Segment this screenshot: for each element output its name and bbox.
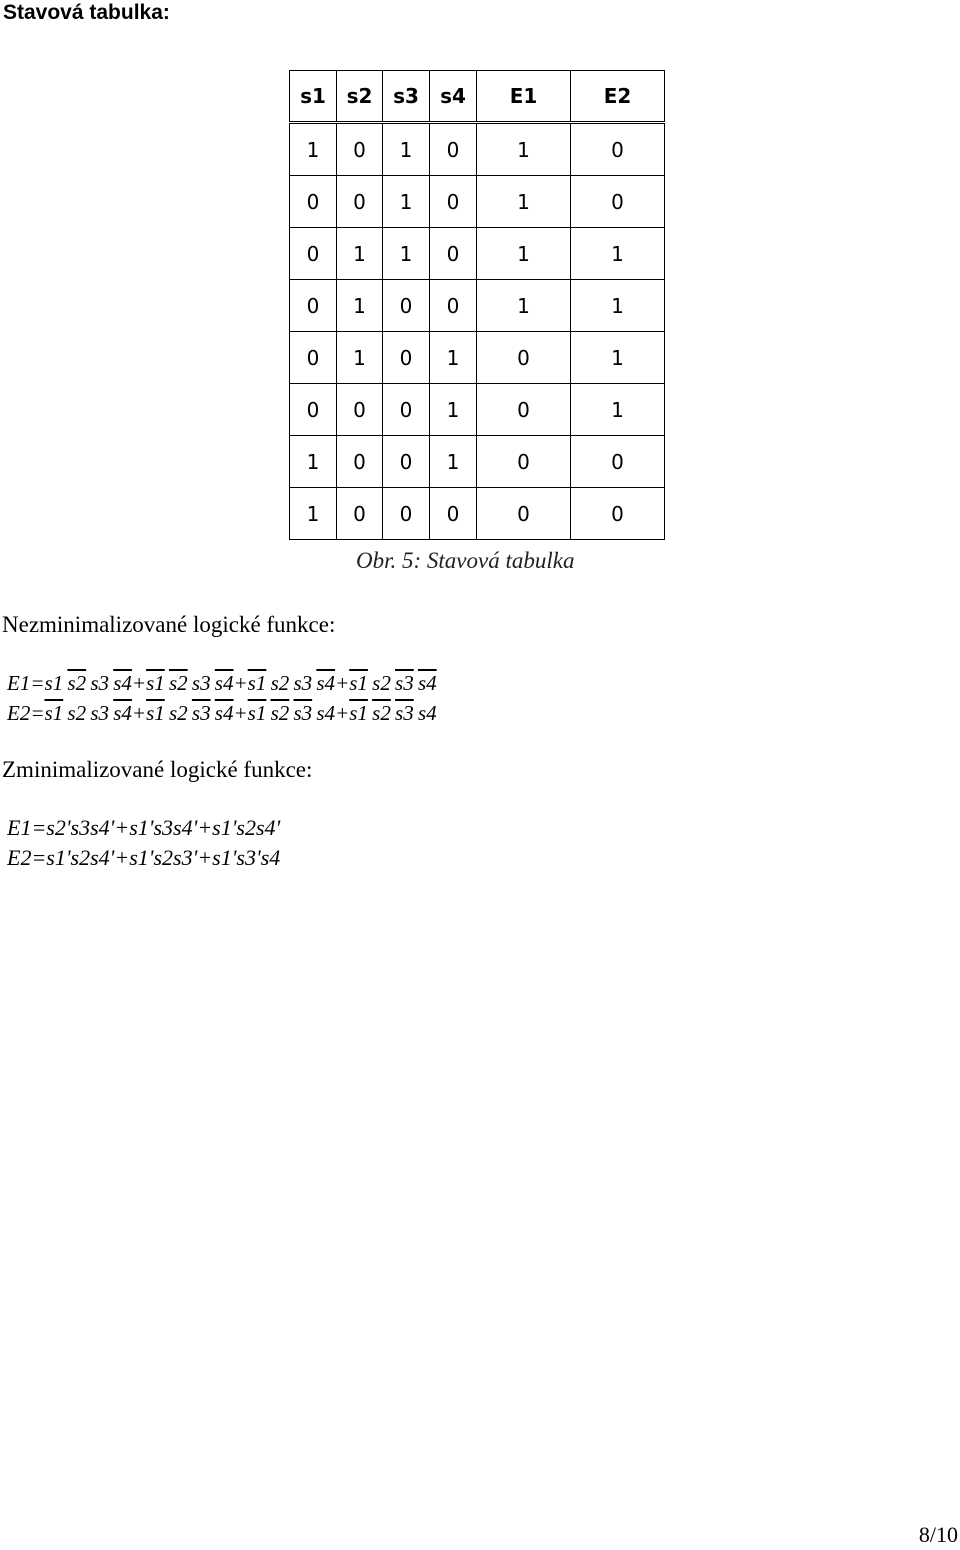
formula-lhs: E2=: [7, 701, 45, 725]
table-cell: 0: [477, 488, 571, 540]
negated-literal: s1: [247, 671, 267, 695]
table-row: [290, 228, 665, 280]
table-row: [290, 176, 665, 228]
table-cell: 0: [571, 176, 665, 228]
table-cell: 0: [290, 332, 337, 384]
formula-lhs: E1=: [7, 671, 45, 695]
table-row: [290, 384, 665, 436]
negated-literal: s4: [214, 701, 234, 725]
table-cell: 1: [337, 280, 383, 332]
negated-literal: s1: [146, 701, 165, 725]
table-cell: 1: [571, 384, 665, 436]
table-cell: 0: [337, 176, 383, 228]
table-cell: 0: [430, 176, 477, 228]
negated-literal: s2: [270, 701, 290, 725]
table-cell: 0: [430, 123, 477, 176]
table-cell: 0: [430, 488, 477, 540]
table-cell: 0: [571, 123, 665, 176]
table-body: [290, 123, 665, 540]
plus-operator: +: [131, 701, 147, 725]
table-cell: 0: [290, 280, 337, 332]
column-header-e1: E1: [477, 71, 571, 123]
negated-literal: s4: [417, 671, 437, 695]
table-cell: 0: [430, 280, 477, 332]
negated-literal: s4: [316, 671, 336, 695]
table-header-row: [290, 71, 665, 123]
column-header-e2: E2: [571, 71, 665, 123]
table-cell: 1: [571, 332, 665, 384]
table-cell: 1: [571, 280, 665, 332]
negated-literal: s3: [293, 701, 313, 725]
unminimized-e1-formula: [7, 671, 437, 696]
table-cell: 1: [430, 436, 477, 488]
table-cell: 0: [383, 488, 430, 540]
unminimized-e2-formula: [7, 701, 437, 726]
table-cell: 1: [477, 280, 571, 332]
table-cell: 0: [290, 176, 337, 228]
table-cell: 0: [290, 384, 337, 436]
literal: s3: [90, 701, 109, 725]
table-row: [290, 488, 665, 540]
column-header-s1: s1: [290, 71, 337, 123]
minimized-e1-formula: E1=s2's3s4'+s1's3s4'+s1's2s4': [7, 815, 281, 840]
table-row: [290, 436, 665, 488]
negated-literal: s3: [191, 701, 211, 725]
table-cell: 0: [337, 436, 383, 488]
table-row: [290, 332, 665, 384]
table-cell: 0: [383, 384, 430, 436]
table-cell: 0: [430, 228, 477, 280]
column-header-s2: s2: [337, 71, 383, 123]
table-cell: 1: [383, 176, 430, 228]
page-number: 8/10: [918, 1522, 958, 1547]
table-cell: 0: [337, 384, 383, 436]
plus-operator: +: [335, 701, 350, 725]
negated-literal: s2: [168, 671, 188, 695]
column-header-s4: s4: [430, 71, 477, 123]
negated-literal: s3: [395, 701, 414, 725]
table-cell: 1: [383, 228, 430, 280]
minimized-heading: Zminimalizované logické funkce:: [2, 757, 313, 782]
literal: s4: [316, 701, 336, 725]
page-title: Stavová tabulka:: [3, 1, 170, 24]
table-cell: 1: [430, 332, 477, 384]
negated-literal: s1: [146, 671, 165, 695]
literal: s3: [90, 671, 109, 695]
plus-operator: +: [233, 701, 248, 725]
table-cell: 0: [477, 384, 571, 436]
literal: s3: [191, 671, 211, 695]
table-cell: 0: [290, 228, 337, 280]
negated-literal: s2: [372, 701, 391, 725]
literal: s2: [67, 701, 87, 725]
figure-caption: Obr. 5: Stavová tabulka: [356, 548, 575, 573]
negated-literal: s4: [113, 671, 132, 695]
table-cell: 1: [290, 123, 337, 176]
state-table: [289, 70, 665, 540]
negated-literal: s1: [349, 671, 368, 695]
column-header-s3: s3: [383, 71, 430, 123]
negated-literal: s1: [44, 701, 64, 725]
literal: s2: [372, 671, 391, 695]
table-cell: 0: [337, 123, 383, 176]
table-cell: 1: [477, 176, 571, 228]
table-cell: 1: [337, 332, 383, 384]
table-cell: 0: [571, 436, 665, 488]
negated-literal: s1: [247, 701, 267, 725]
table-cell: 1: [290, 488, 337, 540]
literal: s2: [270, 671, 290, 695]
table-cell: 0: [383, 332, 430, 384]
minimized-e2-formula: E2=s1's2s4'+s1's2s3'+s1's3's4: [7, 845, 281, 870]
table-cell: 0: [477, 436, 571, 488]
table-row: [290, 123, 665, 176]
literal: s3: [293, 671, 313, 695]
negated-literal: s4: [113, 701, 132, 725]
plus-operator: +: [233, 671, 248, 695]
plus-operator: +: [335, 671, 350, 695]
table-cell: 1: [337, 228, 383, 280]
table-cell: 0: [571, 488, 665, 540]
table-cell: 0: [383, 436, 430, 488]
literal: s1: [44, 671, 64, 695]
negated-literal: s1: [349, 701, 368, 725]
literal: s4: [417, 701, 437, 725]
table-cell: 1: [430, 384, 477, 436]
table-cell: 0: [383, 280, 430, 332]
table-cell: 0: [477, 332, 571, 384]
table-cell: 1: [571, 228, 665, 280]
negated-literal: s4: [214, 671, 234, 695]
table-row: [290, 280, 665, 332]
unminimized-heading: Nezminimalizované logické funkce:: [2, 612, 336, 637]
plus-operator: +: [131, 671, 147, 695]
table-cell: 1: [383, 123, 430, 176]
negated-literal: s2: [67, 671, 87, 695]
negated-literal: s3: [395, 671, 414, 695]
table-cell: 1: [477, 123, 571, 176]
table-cell: 1: [477, 228, 571, 280]
literal: s2: [168, 701, 188, 725]
table-cell: 0: [337, 488, 383, 540]
table-cell: 1: [290, 436, 337, 488]
